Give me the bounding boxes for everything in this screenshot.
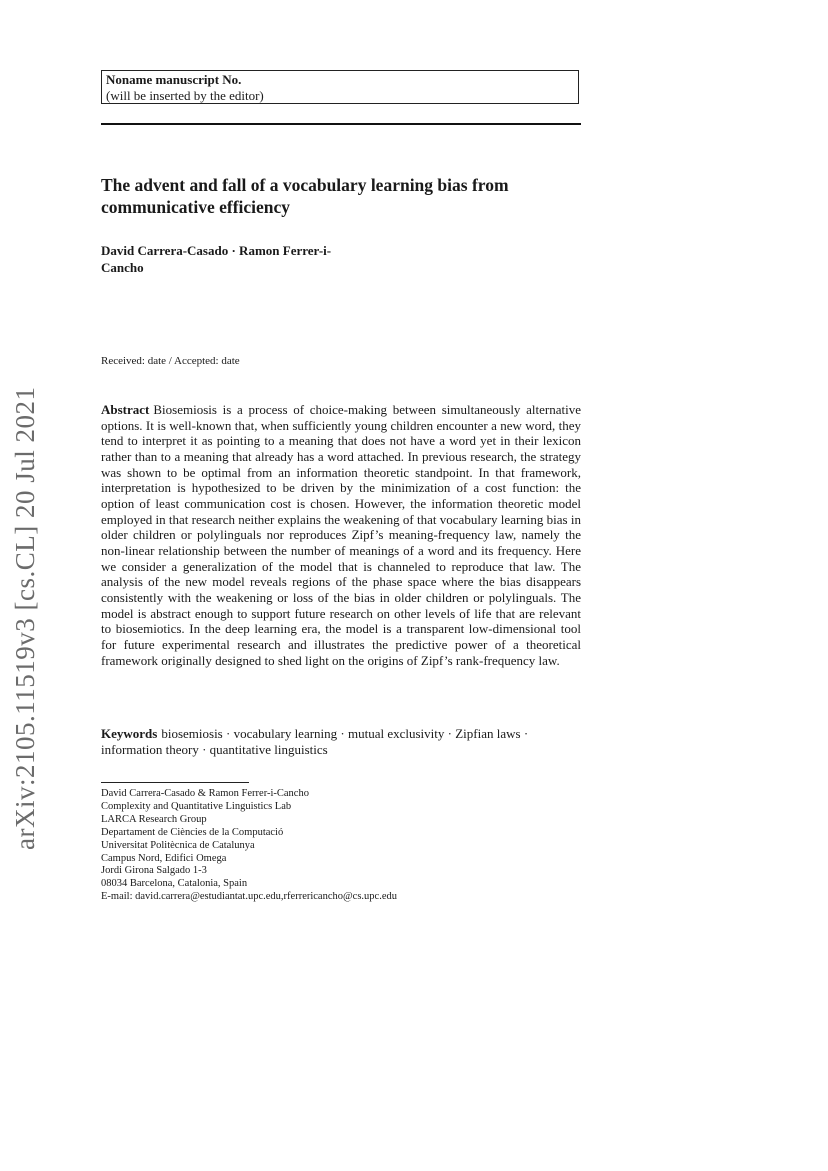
abstract-text: Biosemiosis is a process of choice-making between simultaneously alternative options. It is well-known that, when sufficiently young children encounter a new word, they tend to interpret it as pointing to a meaning that does not have a word yet in their lexicon rather than to a meaning that already has a word attached. In previous research, the strategy was shown to be optimal from an information theoretic standpoint. In that framework, interpretation is hypothesized to be driven by the minimization of a cost function: the option of least communication cost is chosen. However, the information theoretic model employed in that research neither explains the weakening of that vocabulary learning bias in older children or polylinguals nor reproduces Zipf’s meaning-frequency law, namely the non-linear relationship between the number of meanings of a word and its frequency. Here we consider a generalization of the model that is channeled to reproduce that law. The analysis of the new model reveals regions of the phase space where the bias disappears consistently with the weakening or loss of the bias in older children or polylinguals. The model is abstract enough to support future research on other levels of life that are relevant to biosemiotics. In the deep learning era, the model is a transparent low-dimensional tool for future experimental research and illustrates the predictive power of a theoretical framework originally designed to shed light on the origins of Zipf’s rank-frequency law. bbox=[101, 402, 581, 668]
manuscript-header-box bbox=[101, 70, 579, 104]
footnote-line: Campus Nord, Edifici Omega bbox=[101, 852, 227, 864]
received-date: Received: date / Accepted: date bbox=[101, 355, 240, 367]
footnote-line: Universitat Politècnica de Catalunya bbox=[101, 839, 255, 851]
footnote-line: Jordi Girona Salgado 1-3 bbox=[101, 865, 207, 877]
footnote-line: Departament de Ciències de la Computació bbox=[101, 826, 284, 838]
affiliation-footnote bbox=[101, 788, 581, 904]
arxiv-side-stamp: arXiv:2105.11519v3 [cs.CL] 20 Jul 2021 bbox=[10, 386, 40, 850]
editor-note: (will be inserted by the editor) bbox=[106, 88, 264, 103]
footnote-line: 08034 Barcelona, Catalonia, Spain bbox=[101, 878, 248, 890]
footnote-line: David Carrera-Casado & Ramon Ferrer-i-Cancho bbox=[101, 788, 309, 799]
abstract-label: Abstract bbox=[101, 402, 150, 417]
paper-authors: David Carrera-Casado · Ramon Ferrer-i-Cancho bbox=[101, 243, 332, 275]
footnote-line: Complexity and Quantitative Linguistics Lab bbox=[101, 800, 292, 812]
footnote-email: E-mail: david.carrera@estudiantat.upc.edu,rferrericancho@cs.upc.edu bbox=[101, 891, 397, 903]
manuscript-number: Noname manuscript No. bbox=[106, 72, 242, 87]
abstract bbox=[101, 402, 581, 668]
keywords bbox=[101, 726, 581, 758]
header-rule bbox=[101, 123, 581, 125]
footnote-line: LARCA Research Group bbox=[101, 813, 207, 825]
footnote-rule bbox=[101, 782, 249, 783]
keywords-text: biosemiosis · vocabulary learning · mutual exclusivity · Zipfian laws · information theory · quantitative linguistics bbox=[101, 726, 529, 757]
paper-title: The advent and fall of a vocabulary learning bias from communicative efficiency bbox=[101, 175, 509, 217]
keywords-label: Keywords bbox=[101, 726, 158, 741]
